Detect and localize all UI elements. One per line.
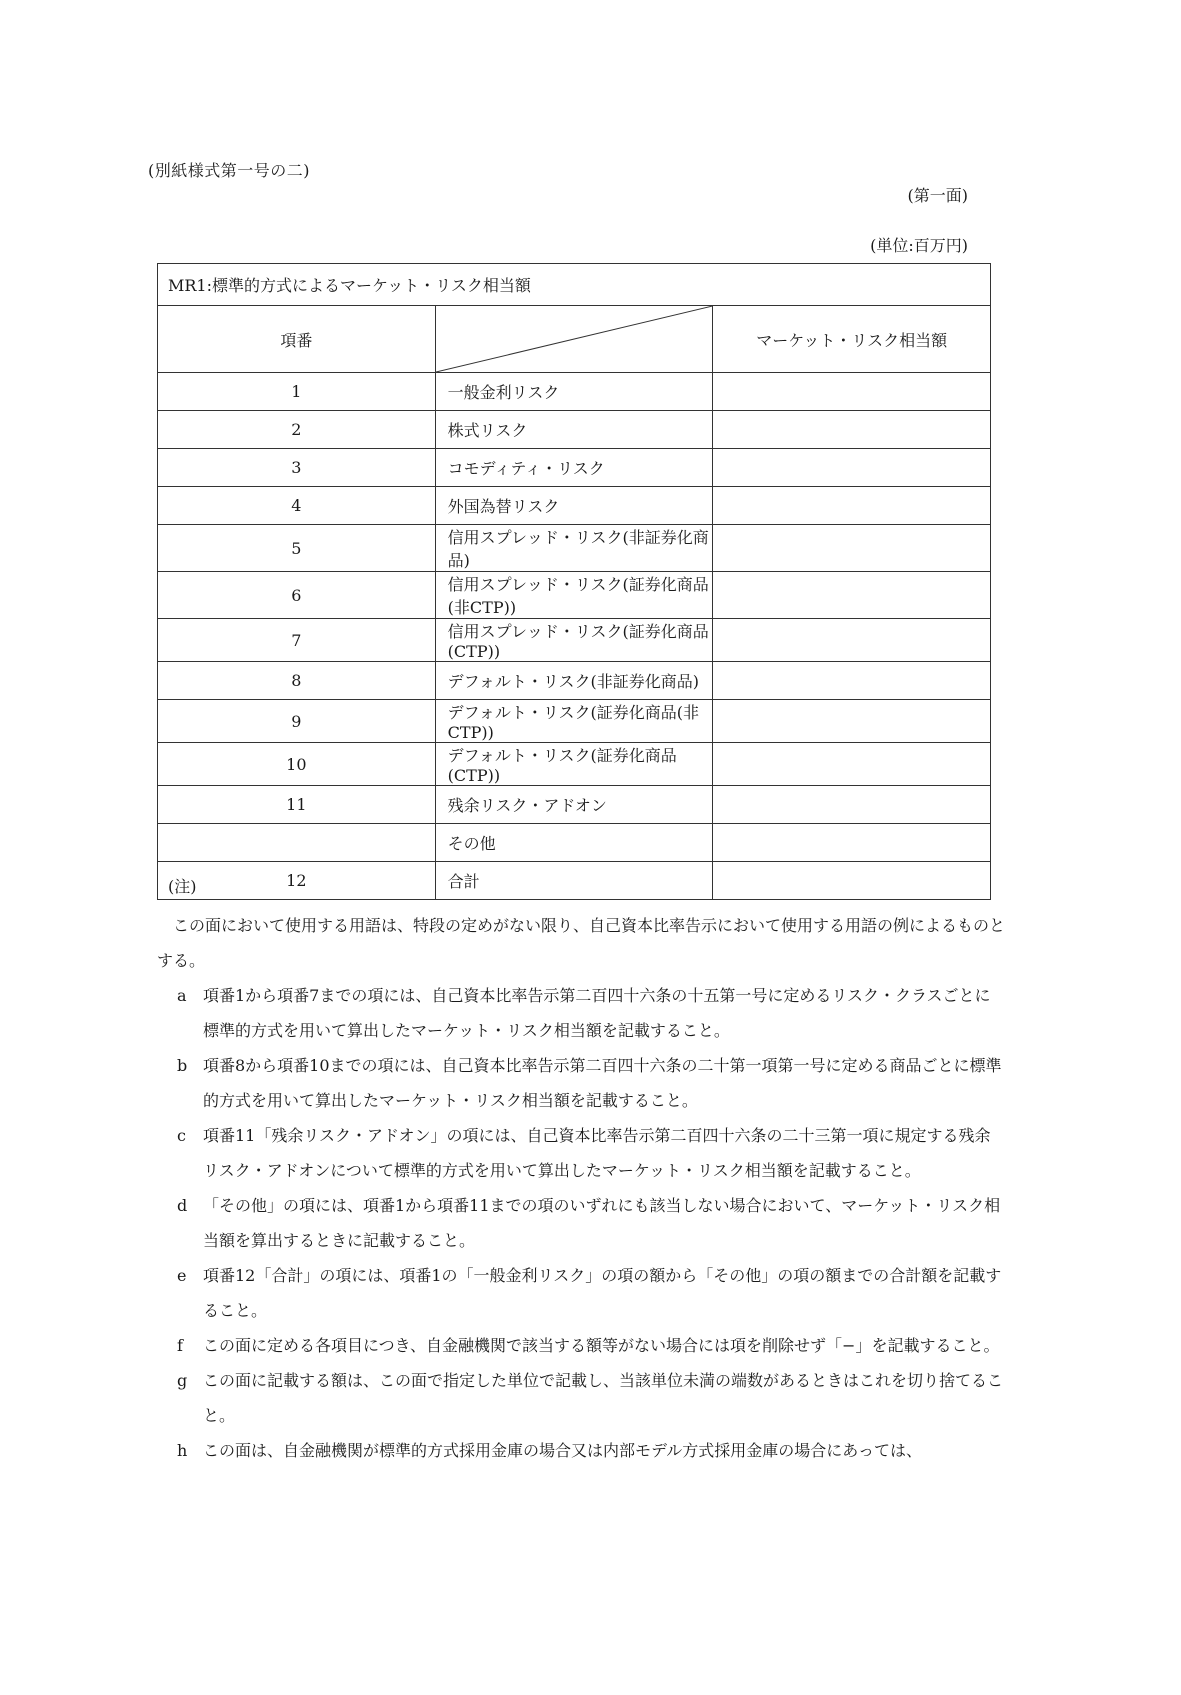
table-row <box>158 824 991 862</box>
row-value-cell <box>713 572 991 619</box>
row-value-cell <box>713 743 991 786</box>
unit-label: (単位:百万円) <box>870 236 968 255</box>
note-item-mark: d <box>177 1196 188 1215</box>
row-value-cell <box>713 824 991 862</box>
row-item-label: 株式リスク <box>435 411 713 449</box>
note-item-mark: h <box>177 1441 188 1460</box>
table-row <box>158 487 991 525</box>
row-item-label: 一般金利リスク <box>435 373 713 411</box>
note-item-text: この面は、自金融機関が標準的方式採用金庫の場合又は内部モデル方式採用金庫の場合にあっては、 <box>203 1441 923 1460</box>
note-item-text: 項番11「残余リスク・アドオン」の項には、自己資本比率告示第二百四十六条の二十三第一項に規定する残余リスク・アドオンについて標準的方式を用いて算出したマーケット・リスク相当額を記載すること。 <box>203 1126 991 1180</box>
table-header-row <box>158 306 991 373</box>
table-row <box>158 411 991 449</box>
table-row <box>158 525 991 572</box>
table-title-row <box>158 264 991 306</box>
diagonal-line <box>436 306 713 372</box>
notes-items <box>157 978 1005 1468</box>
note-item-mark: g <box>177 1371 188 1390</box>
note-item-text: 項番8から項番10までの項には、自己資本比率告示第二百四十六条の二十第一項第一号に定める商品ごとに標準的方式を用いて算出したマーケット・リスク相当額を記載すること。 <box>203 1056 1002 1110</box>
table-row <box>158 373 991 411</box>
row-item-label: 残余リスク・アドオン <box>435 786 713 824</box>
notes <box>157 908 1005 1468</box>
note-item-text: 「その他」の項には、項番1から項番11までの項のいずれにも該当しない場合において、マーケット・リスク相当額を算出するときに記載すること。 <box>203 1196 1001 1250</box>
row-number: 1 <box>158 373 436 411</box>
note-item-text: 項番12「合計」の項には、項番1の「一般金利リスク」の項の額から「その他」の項の額までの合計額を記載すること。 <box>203 1266 1002 1320</box>
table-row <box>158 572 991 619</box>
note-item-mark: e <box>177 1266 187 1285</box>
face-label: (第一面) <box>907 186 968 205</box>
notes-heading: (注) <box>168 877 197 896</box>
mr1-table <box>157 263 991 900</box>
row-number: 7 <box>158 619 436 662</box>
table-row <box>158 743 991 786</box>
table-row <box>158 619 991 662</box>
row-number: 9 <box>158 700 436 743</box>
row-number: 12 <box>158 862 436 900</box>
row-number <box>158 824 436 862</box>
notes-intro: この面において使用する用語は、特段の定めがない限り、自己資本比率告示において使用する用語の例によるものとする。 <box>157 916 1006 970</box>
form-label: (別紙様式第一号の二) <box>148 161 310 180</box>
row-item-label: コモディティ・リスク <box>435 449 713 487</box>
row-item-label: デフォルト・リスク(証券化商品(CTP)) <box>435 743 713 786</box>
row-value-cell <box>713 619 991 662</box>
note-item-text: この面に定める各項目につき、自金融機関で該当する額等がない場合には項を削除せず「−」を記載すること。 <box>203 1336 1000 1355</box>
row-number: 3 <box>158 449 436 487</box>
table-row <box>158 786 991 824</box>
row-value-cell <box>713 487 991 525</box>
note-item-text: 項番1から項番7までの項には、自己資本比率告示第二百四十六条の十五第一号に定めるリスク・クラスごとに標準的方式を用いて算出したマーケット・リスク相当額を記載すること。 <box>203 986 991 1040</box>
note-item <box>177 1433 1005 1468</box>
row-item-label: 外国為替リスク <box>435 487 713 525</box>
note-item <box>177 1118 1005 1188</box>
note-item-mark: a <box>177 986 187 1005</box>
row-item-label: デフォルト・リスク(証券化商品(非CTP)) <box>435 700 713 743</box>
note-item-text: この面に記載する額は、この面で指定した単位で記載し、当該単位未満の端数があるときはこれを切り捨てること。 <box>203 1371 1004 1425</box>
note-item <box>177 1258 1005 1328</box>
row-item-label: 信用スプレッド・リスク(証券化商品(非CTP)) <box>435 572 713 619</box>
row-item-label: 信用スプレッド・リスク(証券化商品(CTP)) <box>435 619 713 662</box>
note-item <box>177 1188 1005 1258</box>
note-item-mark: c <box>177 1126 186 1145</box>
row-number: 11 <box>158 786 436 824</box>
table-row <box>158 662 991 700</box>
table-row <box>158 862 991 900</box>
note-item <box>177 978 1005 1048</box>
row-number: 8 <box>158 662 436 700</box>
row-value-cell <box>713 786 991 824</box>
row-number: 4 <box>158 487 436 525</box>
table-title: MR1:標準的方式によるマーケット・リスク相当額 <box>158 264 991 306</box>
row-item-label: 信用スプレッド・リスク(非証券化商品) <box>435 525 713 572</box>
diagonal-header-cell <box>435 306 713 373</box>
col-no-header: 項番 <box>158 306 436 373</box>
note-item-mark: b <box>177 1056 188 1075</box>
row-value-cell <box>713 662 991 700</box>
table-row <box>158 449 991 487</box>
row-number: 6 <box>158 572 436 619</box>
row-item-label: その他 <box>435 824 713 862</box>
note-item <box>177 1363 1005 1433</box>
row-value-cell <box>713 862 991 900</box>
note-item-mark: f <box>177 1336 183 1355</box>
row-value-cell <box>713 373 991 411</box>
col-value-header: マーケット・リスク相当額 <box>713 306 991 373</box>
row-number: 2 <box>158 411 436 449</box>
row-item-label: デフォルト・リスク(非証券化商品) <box>435 662 713 700</box>
note-item <box>177 1328 1005 1363</box>
row-value-cell <box>713 525 991 572</box>
row-number: 5 <box>158 525 436 572</box>
row-value-cell <box>713 700 991 743</box>
note-item <box>177 1048 1005 1118</box>
row-value-cell <box>713 449 991 487</box>
row-number: 10 <box>158 743 436 786</box>
row-item-label: 合計 <box>435 862 713 900</box>
table-row <box>158 700 991 743</box>
row-value-cell <box>713 411 991 449</box>
